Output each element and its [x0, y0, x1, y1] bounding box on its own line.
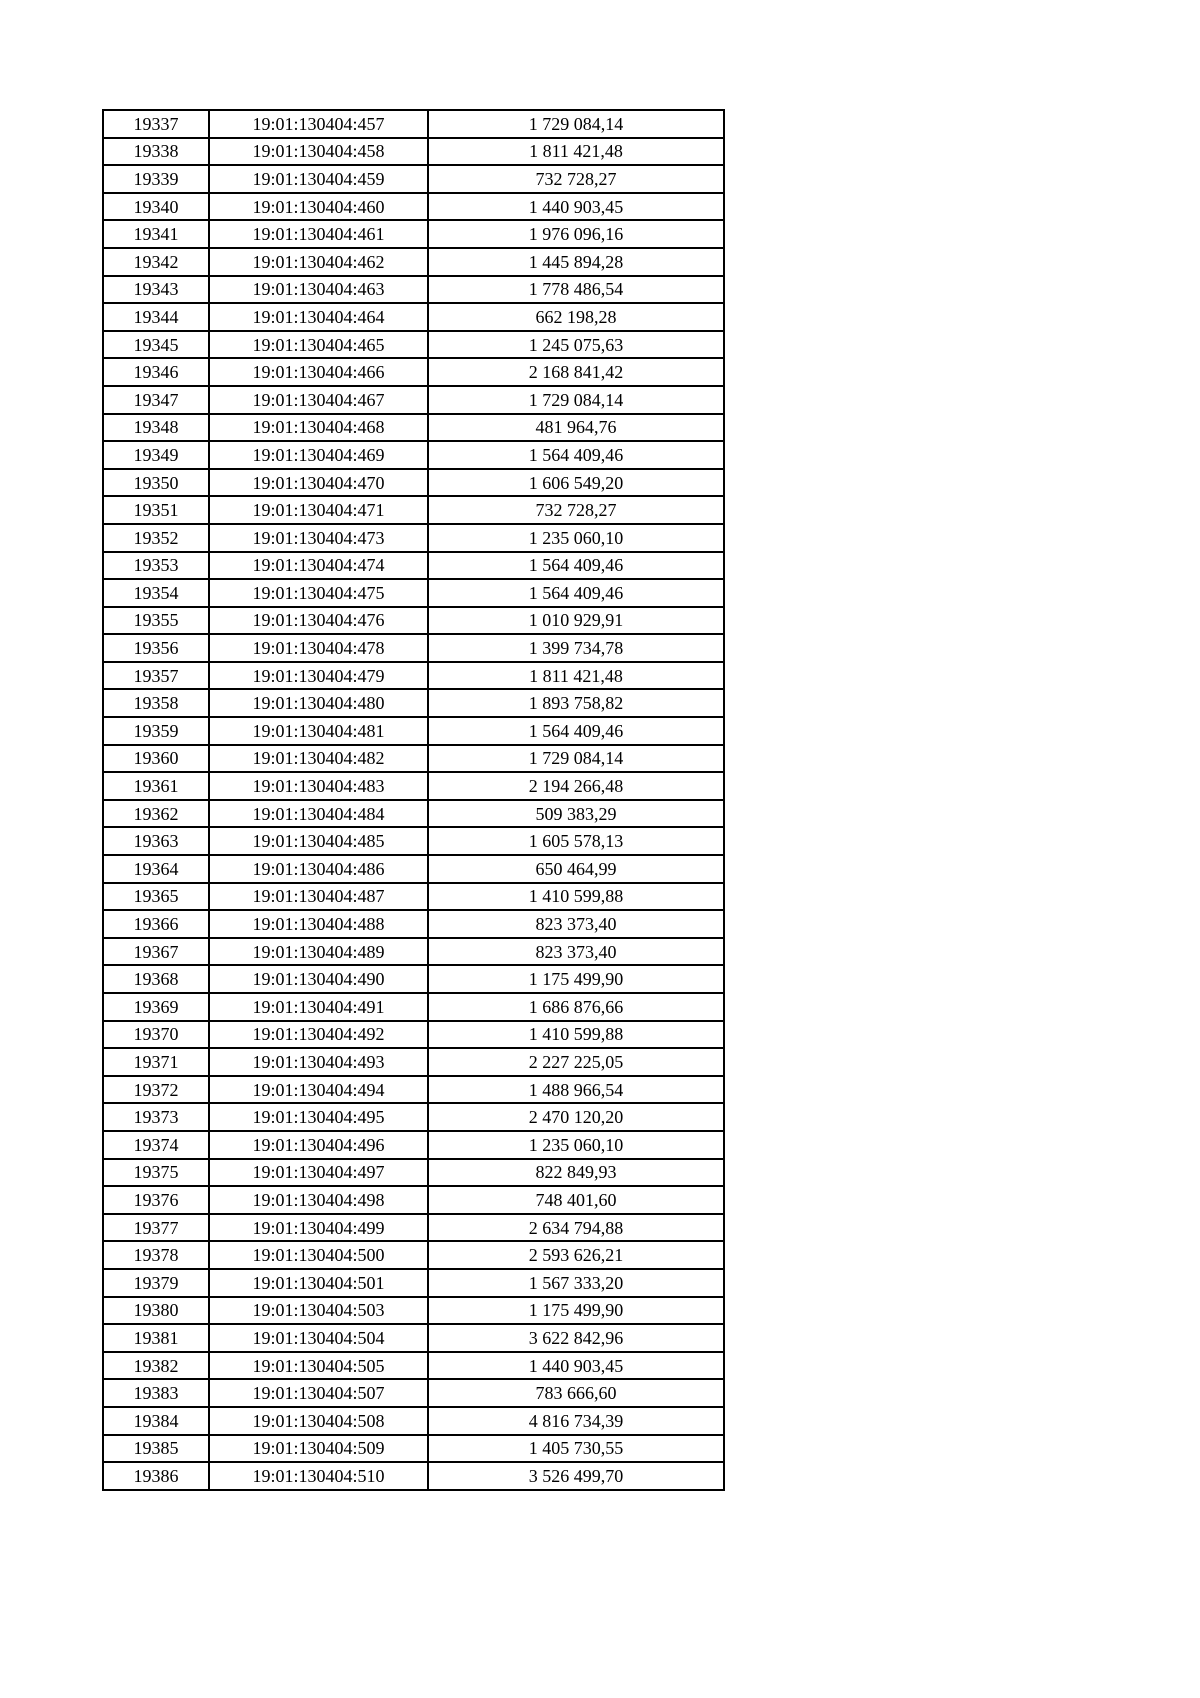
- table-row: [103, 883, 724, 911]
- cadastral-value-cell: 1 729 084,14: [428, 386, 724, 414]
- cadastral-number-cell: 19:01:130404:508: [209, 1407, 428, 1435]
- table-row: [103, 1324, 724, 1352]
- row-number-cell: 19366: [103, 910, 209, 938]
- table-row: [103, 993, 724, 1021]
- cadastral-number-cell: 19:01:130404:476: [209, 607, 428, 635]
- table-row: [103, 276, 724, 304]
- row-number-cell: 19367: [103, 938, 209, 966]
- row-number-cell: 19381: [103, 1324, 209, 1352]
- table-row: [103, 469, 724, 497]
- table-row: [103, 634, 724, 662]
- table-row: [103, 441, 724, 469]
- cadastral-number-cell: 19:01:130404:463: [209, 276, 428, 304]
- cadastral-number-cell: 19:01:130404:486: [209, 855, 428, 883]
- table-row: [103, 165, 724, 193]
- cadastral-number-cell: 19:01:130404:458: [209, 138, 428, 166]
- table-row: [103, 662, 724, 690]
- cadastral-value-cell: 1 440 903,45: [428, 1352, 724, 1380]
- cadastral-value-cell: 1 729 084,14: [428, 745, 724, 773]
- table-row: [103, 496, 724, 524]
- cadastral-number-cell: 19:01:130404:497: [209, 1159, 428, 1187]
- table-row: [103, 745, 724, 773]
- cadastral-number-cell: 19:01:130404:482: [209, 745, 428, 773]
- cadastral-value-cell: 1 564 409,46: [428, 552, 724, 580]
- cadastral-number-cell: 19:01:130404:469: [209, 441, 428, 469]
- row-number-cell: 19385: [103, 1435, 209, 1463]
- table-row: [103, 110, 724, 138]
- table-row: [103, 607, 724, 635]
- cadastral-number-cell: 19:01:130404:485: [209, 827, 428, 855]
- table-row: [103, 1048, 724, 1076]
- row-number-cell: 19370: [103, 1021, 209, 1049]
- row-number-cell: 19379: [103, 1269, 209, 1297]
- table-row: [103, 1131, 724, 1159]
- cadastral-value-cell: 822 849,93: [428, 1159, 724, 1187]
- cadastral-value-cell: 823 373,40: [428, 910, 724, 938]
- table-row: [103, 1076, 724, 1104]
- row-number-cell: 19377: [103, 1214, 209, 1242]
- row-number-cell: 19347: [103, 386, 209, 414]
- cadastral-number-cell: 19:01:130404:466: [209, 358, 428, 386]
- cadastral-value-cell: 748 401,60: [428, 1186, 724, 1214]
- cadastral-number-cell: 19:01:130404:471: [209, 496, 428, 524]
- row-number-cell: 19358: [103, 689, 209, 717]
- row-number-cell: 19354: [103, 579, 209, 607]
- cadastral-value-cell: 481 964,76: [428, 414, 724, 442]
- cadastral-value-cell: 1 811 421,48: [428, 662, 724, 690]
- cadastral-value-cell: 1 175 499,90: [428, 1297, 724, 1325]
- cadastral-value-cell: 732 728,27: [428, 165, 724, 193]
- cadastral-value-cell: 1 405 730,55: [428, 1435, 724, 1463]
- cadastral-value-cell: 783 666,60: [428, 1379, 724, 1407]
- row-number-cell: 19339: [103, 165, 209, 193]
- cadastral-value-cell: 1 564 409,46: [428, 579, 724, 607]
- cadastral-number-cell: 19:01:130404:494: [209, 1076, 428, 1104]
- cadastral-value-cell: 650 464,99: [428, 855, 724, 883]
- table-row: [103, 358, 724, 386]
- row-number-cell: 19352: [103, 524, 209, 552]
- cadastral-value-cell: 1 729 084,14: [428, 110, 724, 138]
- table-row: [103, 1462, 724, 1490]
- table-body: [103, 110, 724, 1490]
- cadastral-value-table: [102, 109, 725, 1491]
- cadastral-number-cell: 19:01:130404:473: [209, 524, 428, 552]
- cadastral-value-cell: 1 235 060,10: [428, 1131, 724, 1159]
- cadastral-number-cell: 19:01:130404:503: [209, 1297, 428, 1325]
- row-number-cell: 19371: [103, 1048, 209, 1076]
- row-number-cell: 19357: [103, 662, 209, 690]
- table-row: [103, 855, 724, 883]
- table-row: [103, 331, 724, 359]
- row-number-cell: 19348: [103, 414, 209, 442]
- table-row: [103, 1379, 724, 1407]
- table-row: [103, 1214, 724, 1242]
- table-row: [103, 1186, 724, 1214]
- cadastral-number-cell: 19:01:130404:505: [209, 1352, 428, 1380]
- cadastral-number-cell: 19:01:130404:478: [209, 634, 428, 662]
- table-row: [103, 827, 724, 855]
- row-number-cell: 19351: [103, 496, 209, 524]
- cadastral-number-cell: 19:01:130404:492: [209, 1021, 428, 1049]
- table-row: [103, 965, 724, 993]
- cadastral-value-cell: 1 605 578,13: [428, 827, 724, 855]
- cadastral-value-cell: 1 564 409,46: [428, 441, 724, 469]
- cadastral-value-cell: 1 976 096,16: [428, 220, 724, 248]
- row-number-cell: 19360: [103, 745, 209, 773]
- table-row: [103, 800, 724, 828]
- cadastral-number-cell: 19:01:130404:489: [209, 938, 428, 966]
- cadastral-value-cell: 2 634 794,88: [428, 1214, 724, 1242]
- table-row: [103, 386, 724, 414]
- cadastral-number-cell: 19:01:130404:507: [209, 1379, 428, 1407]
- table-row: [103, 938, 724, 966]
- row-number-cell: 19341: [103, 220, 209, 248]
- cadastral-value-cell: 1 488 966,54: [428, 1076, 724, 1104]
- row-number-cell: 19356: [103, 634, 209, 662]
- cadastral-number-cell: 19:01:130404:464: [209, 303, 428, 331]
- row-number-cell: 19343: [103, 276, 209, 304]
- row-number-cell: 19362: [103, 800, 209, 828]
- cadastral-number-cell: 19:01:130404:491: [209, 993, 428, 1021]
- cadastral-number-cell: 19:01:130404:479: [209, 662, 428, 690]
- row-number-cell: 19374: [103, 1131, 209, 1159]
- row-number-cell: 19375: [103, 1159, 209, 1187]
- row-number-cell: 19337: [103, 110, 209, 138]
- cadastral-number-cell: 19:01:130404:457: [209, 110, 428, 138]
- table-row: [103, 138, 724, 166]
- row-number-cell: 19340: [103, 193, 209, 221]
- cadastral-number-cell: 19:01:130404:481: [209, 717, 428, 745]
- table-row: [103, 910, 724, 938]
- row-number-cell: 19361: [103, 772, 209, 800]
- cadastral-value-cell: 2 593 626,21: [428, 1241, 724, 1269]
- cadastral-value-cell: 1 778 486,54: [428, 276, 724, 304]
- cadastral-number-cell: 19:01:130404:459: [209, 165, 428, 193]
- cadastral-value-cell: 1 564 409,46: [428, 717, 724, 745]
- cadastral-number-cell: 19:01:130404:474: [209, 552, 428, 580]
- table-row: [103, 717, 724, 745]
- cadastral-value-cell: 4 816 734,39: [428, 1407, 724, 1435]
- table-row: [103, 1241, 724, 1269]
- row-number-cell: 19384: [103, 1407, 209, 1435]
- table-row: [103, 414, 724, 442]
- cadastral-value-cell: 1 235 060,10: [428, 524, 724, 552]
- cadastral-number-cell: 19:01:130404:480: [209, 689, 428, 717]
- cadastral-value-cell: 1 811 421,48: [428, 138, 724, 166]
- cadastral-number-cell: 19:01:130404:498: [209, 1186, 428, 1214]
- table-row: [103, 220, 724, 248]
- cadastral-value-cell: 1 567 333,20: [428, 1269, 724, 1297]
- cadastral-value-cell: 1 010 929,91: [428, 607, 724, 635]
- cadastral-number-cell: 19:01:130404:461: [209, 220, 428, 248]
- table-row: [103, 1021, 724, 1049]
- row-number-cell: 19383: [103, 1379, 209, 1407]
- cadastral-number-cell: 19:01:130404:467: [209, 386, 428, 414]
- row-number-cell: 19386: [103, 1462, 209, 1490]
- cadastral-value-cell: 1 445 894,28: [428, 248, 724, 276]
- cadastral-number-cell: 19:01:130404:468: [209, 414, 428, 442]
- row-number-cell: 19344: [103, 303, 209, 331]
- cadastral-value-cell: 1 410 599,88: [428, 883, 724, 911]
- row-number-cell: 19372: [103, 1076, 209, 1104]
- cadastral-number-cell: 19:01:130404:499: [209, 1214, 428, 1242]
- cadastral-number-cell: 19:01:130404:465: [209, 331, 428, 359]
- cadastral-value-cell: 1 175 499,90: [428, 965, 724, 993]
- table-row: [103, 524, 724, 552]
- table-row: [103, 1159, 724, 1187]
- cadastral-value-cell: 3 526 499,70: [428, 1462, 724, 1490]
- row-number-cell: 19338: [103, 138, 209, 166]
- cadastral-value-cell: 1 606 549,20: [428, 469, 724, 497]
- cadastral-value-cell: 1 686 876,66: [428, 993, 724, 1021]
- cadastral-number-cell: 19:01:130404:460: [209, 193, 428, 221]
- table-row: [103, 579, 724, 607]
- row-number-cell: 19380: [103, 1297, 209, 1325]
- row-number-cell: 19365: [103, 883, 209, 911]
- table-row: [103, 1103, 724, 1131]
- cadastral-number-cell: 19:01:130404:488: [209, 910, 428, 938]
- row-number-cell: 19369: [103, 993, 209, 1021]
- cadastral-value-cell: 732 728,27: [428, 496, 724, 524]
- row-number-cell: 19349: [103, 441, 209, 469]
- row-number-cell: 19350: [103, 469, 209, 497]
- cadastral-value-cell: 3 622 842,96: [428, 1324, 724, 1352]
- cadastral-number-cell: 19:01:130404:475: [209, 579, 428, 607]
- table-row: [103, 1297, 724, 1325]
- table-row: [103, 1435, 724, 1463]
- cadastral-number-cell: 19:01:130404:484: [209, 800, 428, 828]
- cadastral-value-cell: 1 410 599,88: [428, 1021, 724, 1049]
- table-row: [103, 1269, 724, 1297]
- table-row: [103, 1407, 724, 1435]
- cadastral-number-cell: 19:01:130404:483: [209, 772, 428, 800]
- row-number-cell: 19363: [103, 827, 209, 855]
- cadastral-value-cell: 2 194 266,48: [428, 772, 724, 800]
- row-number-cell: 19378: [103, 1241, 209, 1269]
- row-number-cell: 19355: [103, 607, 209, 635]
- row-number-cell: 19345: [103, 331, 209, 359]
- cadastral-value-cell: 1 893 758,82: [428, 689, 724, 717]
- row-number-cell: 19373: [103, 1103, 209, 1131]
- cadastral-number-cell: 19:01:130404:501: [209, 1269, 428, 1297]
- row-number-cell: 19359: [103, 717, 209, 745]
- cadastral-number-cell: 19:01:130404:495: [209, 1103, 428, 1131]
- table-row: [103, 248, 724, 276]
- cadastral-number-cell: 19:01:130404:510: [209, 1462, 428, 1490]
- cadastral-number-cell: 19:01:130404:504: [209, 1324, 428, 1352]
- cadastral-value-cell: 2 470 120,20: [428, 1103, 724, 1131]
- table-row: [103, 689, 724, 717]
- cadastral-number-cell: 19:01:130404:509: [209, 1435, 428, 1463]
- row-number-cell: 19342: [103, 248, 209, 276]
- cadastral-number-cell: 19:01:130404:487: [209, 883, 428, 911]
- table-row: [103, 552, 724, 580]
- cadastral-number-cell: 19:01:130404:462: [209, 248, 428, 276]
- table-row: [103, 772, 724, 800]
- row-number-cell: 19353: [103, 552, 209, 580]
- row-number-cell: 19376: [103, 1186, 209, 1214]
- cadastral-value-cell: 823 373,40: [428, 938, 724, 966]
- cadastral-number-cell: 19:01:130404:500: [209, 1241, 428, 1269]
- cadastral-value-cell: 2 227 225,05: [428, 1048, 724, 1076]
- cadastral-value-cell: 2 168 841,42: [428, 358, 724, 386]
- row-number-cell: 19346: [103, 358, 209, 386]
- cadastral-value-cell: 662 198,28: [428, 303, 724, 331]
- cadastral-value-cell: 1 245 075,63: [428, 331, 724, 359]
- table-row: [103, 1352, 724, 1380]
- cadastral-value-cell: 509 383,29: [428, 800, 724, 828]
- row-number-cell: 19368: [103, 965, 209, 993]
- table-row: [103, 193, 724, 221]
- table-row: [103, 303, 724, 331]
- cadastral-number-cell: 19:01:130404:493: [209, 1048, 428, 1076]
- row-number-cell: 19364: [103, 855, 209, 883]
- cadastral-value-cell: 1 399 734,78: [428, 634, 724, 662]
- cadastral-number-cell: 19:01:130404:490: [209, 965, 428, 993]
- cadastral-number-cell: 19:01:130404:470: [209, 469, 428, 497]
- cadastral-number-cell: 19:01:130404:496: [209, 1131, 428, 1159]
- cadastral-value-cell: 1 440 903,45: [428, 193, 724, 221]
- row-number-cell: 19382: [103, 1352, 209, 1380]
